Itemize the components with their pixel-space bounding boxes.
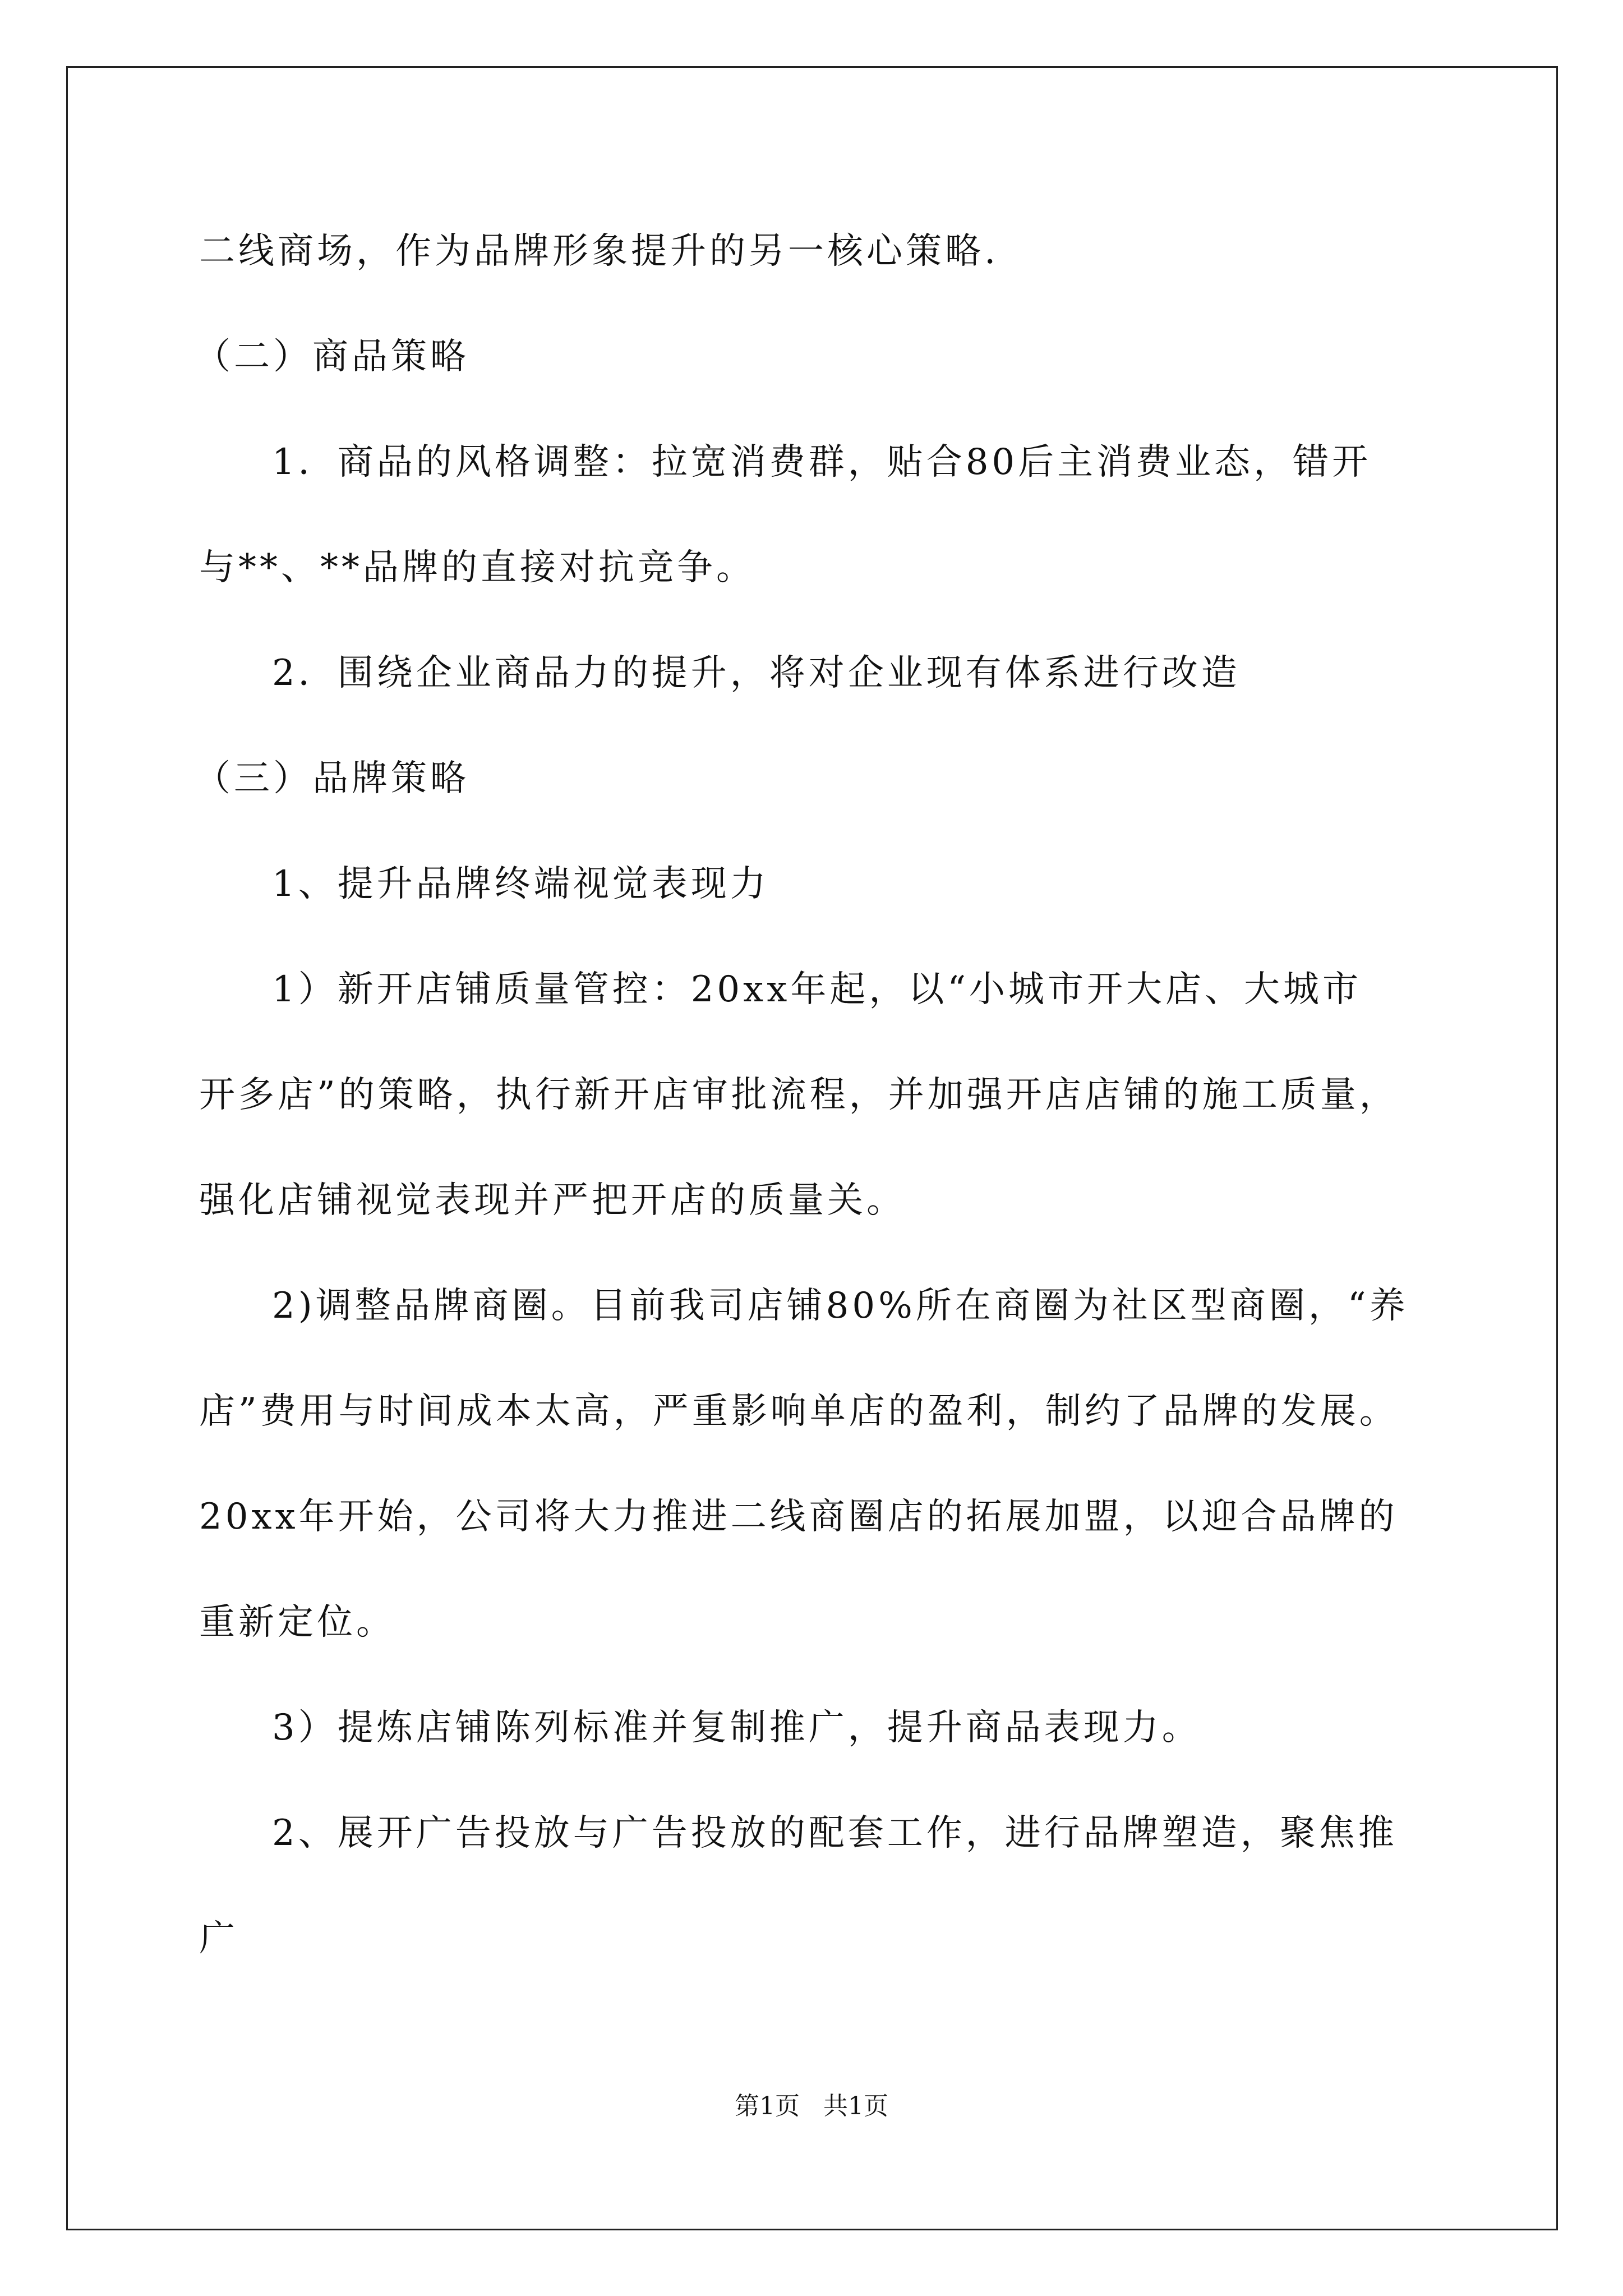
page-footer: 第1页 共1页 <box>735 2092 888 2120</box>
text-line: 2．围绕企业商品力的提升，将对企业现有体系进行改造 <box>272 652 1241 694</box>
text-line: 1、提升品牌终端视觉表现力 <box>272 863 769 905</box>
text-line: 与**、**品牌的直接对抗竞争。 <box>199 547 755 588</box>
text-line: 1．商品的风格调整：拉宽消费群，贴合80后主消费业态，错开 <box>272 441 1372 483</box>
text-line: 开多店”的策略，执行新开店审批流程，并加强开店店铺的施工质量， <box>199 1074 1399 1116</box>
page-border <box>66 66 1558 2230</box>
text-line: 店”费用与时间成本太高，严重影响单店的盈利，制约了品牌的发展。 <box>199 1391 1399 1432</box>
text-line: 1）新开店铺质量管控：20xx年起，以“小城市开大店、大城市 <box>272 969 1362 1010</box>
text-line: 重新定位。 <box>199 1602 395 1643</box>
text-line: 强化店铺视觉表现并严把开店的质量关。 <box>199 1180 906 1221</box>
text-line: 广 <box>199 1918 238 1959</box>
text-line: 二线商场，作为品牌形象提升的另一核心策略. <box>199 231 999 272</box>
section-heading: （三）品牌策略 <box>195 758 469 799</box>
text-line: 3）提炼店铺陈列标准并复制推广，提升商品表现力。 <box>272 1707 1201 1749</box>
text-line: 2)调整品牌商圈。目前我司店铺80%所在商圈为社区型商圈，“养 <box>272 1285 1409 1327</box>
section-heading: （二）商品策略 <box>195 336 469 378</box>
text-line: 2、展开广告投放与广告投放的配套工作，进行品牌塑造，聚焦推 <box>272 1812 1398 1854</box>
text-line: 20xx年开始，公司将大力推进二线商圈店的拓展加盟，以迎合品牌的 <box>199 1496 1398 1538</box>
